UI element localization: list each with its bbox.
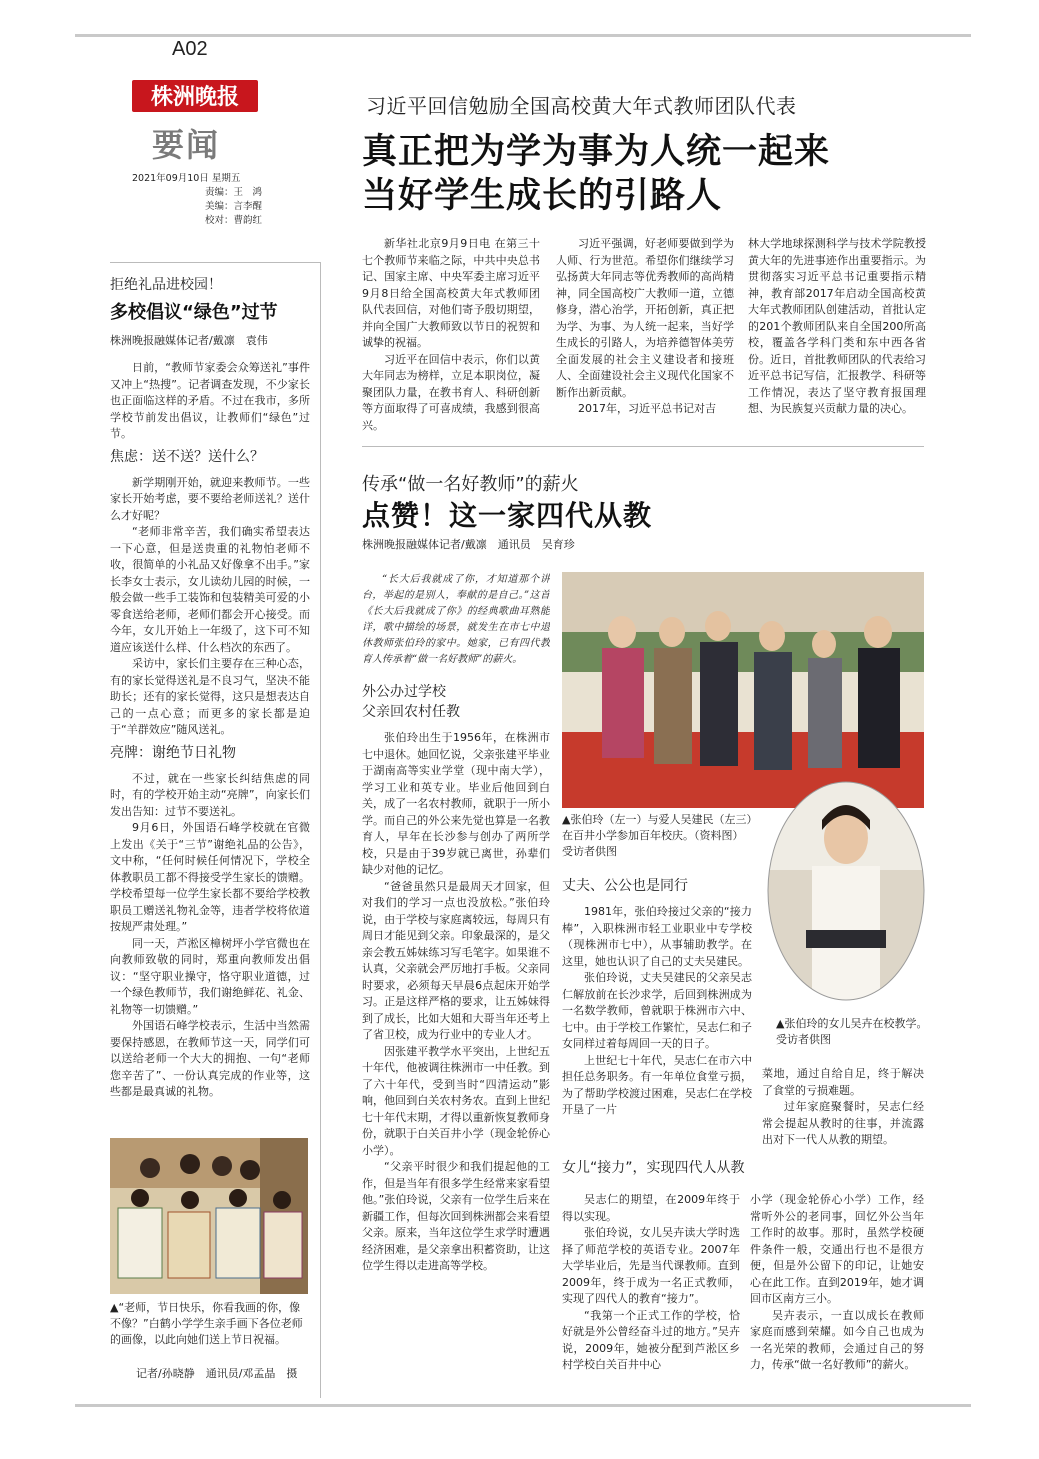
sidebar-body (110, 360, 310, 1132)
paragraph: “老师非常辛苦，我们确实希望表达一下心意，但是送贵重的礼物怕老师不收，很简单的小礼品又好像拿不出手。”家长李女士表示，女儿读幼儿园的时候，一般会做一些手工装饰和包装精美可爱的小零食送给老师，老师们都会开心接受。而今年，女儿开始上一年级了，这下可不知道应该送什么样、什么档次的东西了。 (110, 525, 310, 654)
sidebar-top-divider (110, 262, 320, 263)
sidebar-title: 多校倡议“绿色”过节 (110, 302, 278, 323)
paragraph: 习近平强调，好老师要做到学为人师、行为世范。希望你们继续学习弘扬黄大年同志等优秀教师的高尚精神，同全国高校广大教师一道，立德修身，潜心治学，开拓创新，真正把为学、为事、为人统一起来，当好学生成长的引路人，为培养德智体美劳全面发展的社会主义建设者和接班人、全面建设社会主义现代化国家不断作出新贡献。 (556, 237, 734, 399)
page-number: A02 (172, 38, 208, 60)
top-rule (75, 34, 971, 37)
paragraph: 菜地，通过自给自足，终于解决了食堂的亏损难题。 (762, 1067, 924, 1097)
paragraph: 小学（现金轮侨心小学）工作，经常听外公的老同事，回忆外公当年工作时的故事。那时，虽然学校硬件条件一般，交通出行也不是很方便，但是外公留下的印记，让她安心在此工作。直到2019年，她才调回市区南方三小。 (750, 1193, 924, 1305)
edition-meta (132, 172, 262, 228)
story2-title: 点赞！这一家四代从教 (362, 499, 653, 532)
paragraph: 张伯玲说，女儿吴卉读大学时选择了师范学校的英语专业。2007年大学毕业后，先是当代课教师。直到2009年，终于成为一名正式教师，实现了四代人的教育“接力”。 (562, 1226, 740, 1305)
story2-subhead-3: 女儿“接力”，实现四代人从教 (562, 1160, 745, 1176)
paragraph: 张伯玲出生于1956年，在株洲市七中退休。她回忆说，父亲张建平毕业于湖南高等实业学堂（现中南大学），学习工业和英专业。毕业后他回到白关，成了一名农村教师，就职于一所小学。而自己的外公来先觉也算是一名教育人，早年在长沙参与创办了两所学校，只是由于39岁就已离世，孙辈们缺少对他的记忆。 (362, 731, 550, 876)
paragraph: 吴志仁的期望，在2009年终于得以实现。 (562, 1193, 740, 1223)
sidebar-subhead-2: 亮牌：谢绝节日礼物 (110, 744, 236, 761)
story2-column-b (562, 872, 752, 1146)
lead-column-2 (556, 236, 734, 438)
paragraph: 外国语石峰学校表示，生活中当然需要保持感恩，在教师节这一天，同学们可以送给老师一个大大的拥抱、一句“老师您辛苦了”、一份认真完成的作业等，这些都是最真诚的礼物。 (110, 1019, 310, 1098)
paragraph: 习近平在回信中表示，你们以黄大年同志为榜样，立足本职岗位，凝聚团队力量，在教书育人、科研创新等方面取得了可喜成绩，我感到很高兴。 (362, 352, 540, 432)
sidebar-kicker: 拒绝礼品进校园！ (110, 277, 222, 293)
paragraph: 张伯玲说，丈夫吴建民的父亲吴志仁解放前在长沙求学，后回到株洲成为一名数学教师，曾就职于株洲市六中、七中。由于学校工作繁忙，吴志仁和子女同样过着每周回一天的日子。 (562, 971, 752, 1050)
family-group-photo (562, 572, 924, 808)
story2-lead-quote: “长大后我就成了你，才知道那个讲台，举起的是别人，奉献的是自己。”这首《长大后我就成了你》的经典歌曲耳熟能详，歌中描绘的场景，就发生在市七中退休教师张伯玲的家中。她家，已有四代教育人传承着“做一名好教师”的薪火。 (362, 574, 550, 665)
paragraph: “爸爸虽然只是最周天才回家，但对我们的学习一点也没放松。”张伯玲说，由于学校与家庭离较远，每周只有周日才能见到父亲。印象最深的，是父亲会教五姊妹练习写毛笔字。如果谁不认真，父亲就会严厉地打手板。父亲同时要求，必须每天早晨6点起床开始学习。正是这样严格的要求，让五姊妹得到了成长，比如大姐和大哥当年还考上了省卫校，成为行业中的专业人才。 (362, 879, 550, 1041)
story2-subhead-2: 丈夫、公公也是同行 (562, 878, 688, 894)
designer-credit: 美编：言李醒 (204, 201, 262, 212)
paragraph: 2017年，习近平总书记对吉 (578, 402, 716, 415)
lead-column-1 (362, 236, 540, 438)
paragraph: 上世纪七十年代，吴志仁在市六中担任总务职务。有一年单位食堂亏损，为了帮助学校渡过困难，吴志仁在学校开垦了一片 (562, 1053, 752, 1116)
paragraph: 新华社北京9月9日电 在第三十七个教师节来临之际，中共中央总书记、国家主席、中央军委主席习近平9月8日给全国高校黄大年式教师团队代表回信，对他们寄予殷切期望，并向全国广大教师致以节日的祝贺和诚挚的祝福。 (362, 237, 540, 349)
lead-headline-line-2: 当好学生成长的引路人 (362, 176, 723, 216)
masthead-logo (132, 80, 258, 112)
daughter-photo-caption: ▲张伯玲的女儿吴卉在校教学。 受访者供图 (776, 1017, 933, 1046)
paragraph: 吴卉表示，一直以成长在教师家庭而感到荣耀。如今自己也成为一名光荣的教师，会通过自己的努力，传承“做一名好教师”的薪火。 (750, 1308, 924, 1371)
sidebar-byline: 株洲晚报融媒体记者/戴凛 袁伟 (110, 334, 268, 347)
story2-column-a (362, 572, 550, 1398)
children-photo-credit: 记者/孙晓静 通讯员/邓孟晶 摄 (136, 1367, 298, 1380)
story2-subhead-1-line-2: 父亲回农村任教 (362, 704, 460, 720)
paragraph: 过年家庭聚餐时，吴志仁经常会提起从教时的往事，并流露出对下一代人从教的期望。 (762, 1100, 924, 1146)
editor-credit: 责编：王 鸿 (204, 187, 262, 198)
lead-headline-line-1: 真正把为学为事为人统一起来 (362, 132, 831, 172)
edition-date: 2021年09月10日 星期五 (132, 173, 241, 184)
paragraph: 1981年，张伯玲接过父亲的“接力棒”，入职株洲市轻工业职业中专学校（现株洲市七中），从事辅助教学。在这里，她也认识了自己的丈夫吴建民。 (562, 905, 752, 968)
paragraph: 林大学地球探测科学与技术学院教授黄大年的先进事迹作出重要指示。为贯彻落实习近平总书记重要指示精神，教育部2017年启动全国高校黄大年式教师团队创建活动，首批认定的201个教师团队来自全国200所高校，覆盖各学科门类和东中西各省份。近日，首批教师团队的代表给习近平总书记写信，汇报教学、科研等工作情况，表达了坚守教育报国理想、为民族复兴贡献力量的决心。 (748, 237, 926, 415)
paragraph: 同一天，芦淞区樟树坪小学官微也在向教师致敬的同时，郑重向教师发出倡议：“坚守职业操守，恪守职业道德，过一个绿色教师节，我们谢绝鲜花、礼金、礼物等一切馈赠。” (110, 936, 310, 1016)
lead-column-3 (748, 236, 926, 438)
story2-subhead-1-line-1: 外公办过学校 (362, 684, 446, 700)
story2-byline: 株洲晚报融媒体记者/戴凛 通讯员 吴育珍 (362, 538, 575, 551)
paragraph: 因张建平教学水平突出，上世纪五十年代，他被调往株洲市一中任教。到了六十年代，受到当时“四清运动”影响，他回到白关农村务农。直到上世纪七十年代末期，才得以重新恢复教师身份，就职于白关百井小学（现金轮侨心小学）。 (362, 1044, 550, 1157)
section-name: 要闻 (152, 126, 221, 164)
family-photo-caption: ▲张伯玲（左一）与爱人吴建民（左三）在百井小学参加百年校庆。（资料图） 受访者供图 (562, 813, 771, 858)
sidebar-subhead-1: 焦虑：送不送？送什么？ (110, 448, 264, 465)
children-drawings-photo (110, 1138, 308, 1294)
paragraph: “我第一个正式工作的学校，恰好就是外公曾经奋斗过的地方。”吴卉说，2009年，她被分配到芦淞区乡村学校白关百井中心 (562, 1308, 740, 1371)
story2-column-d (562, 1192, 740, 1398)
paragraph: 日前，“教师节家委会众筹送礼”事件又冲上“热搜”。记者调查发现，不少家长也正面临这样的矛盾。不过在我市，多所学校节前发出倡议，让教师们“绿色”过节。 (110, 361, 310, 440)
sidebar-divider (320, 262, 321, 1398)
story2-subhead-3-block (562, 1154, 924, 1182)
children-photo-caption: ▲“老师，节日快乐，你看我画的你，像不像？”白鹤小学学生亲手画下各位老师的画像，以此向她们送上节日祝福。 (110, 1301, 303, 1346)
lead-kicker: 习近平回信勉励全国高校黄大年式教师团队代表 (366, 94, 797, 118)
paragraph: “父亲平时很少和我们提起他的工作，但是当年有很多学生经常来家看望他。”张伯玲说，父亲有一位学生后来在新疆工作，但每次回到株洲都会来看望父亲。原来，当年这位学生求学时遭遇经济困难，是父亲拿出积蓄资助，让这位学生得以走进高等学校。 (362, 1160, 550, 1272)
proofreader-credit: 校对：曹韵红 (204, 215, 262, 226)
paragraph: 新学期刚开始，就迎来教师节。一些家长开始考虑，要不要给老师送礼？送什么才好呢？ (110, 475, 310, 522)
paragraph: 采访中，家长们主要存在三种心态，有的家长觉得送礼是不良习气，坚决不能助长；还有的家长觉得，这只是想表达自己的一点心意；而更多的家长都是迫于“羊群效应”随风送礼。 (110, 657, 310, 736)
paragraph: 9月6日，外国语石峰学校就在官微上发出《关于“三节”谢绝礼品的公告》，文中称，“任何时候任何情况下，学校全体教职员工都不得接受学生家长的馈赠。学校希望每一位学生家长都不要给学校教职员工赠送礼物礼金等，违者学校将依道按规严肃处理。” (110, 821, 310, 933)
story2-column-c (762, 1066, 924, 1146)
bottom-rule (75, 1404, 971, 1407)
lead-divider (362, 446, 924, 447)
story2-column-e (750, 1192, 924, 1398)
story2-kicker: 传承“做一名好教师”的薪火 (362, 474, 579, 495)
daughter-portrait-photo (766, 780, 926, 1002)
svg-text:株洲晚报: 株洲晚报 (150, 84, 240, 110)
paragraph: 不过，就在一些家长纠结焦虑的同时，有的学校开始主动“亮牌”，向家长们发出告知：过节不要送礼。 (110, 771, 310, 818)
